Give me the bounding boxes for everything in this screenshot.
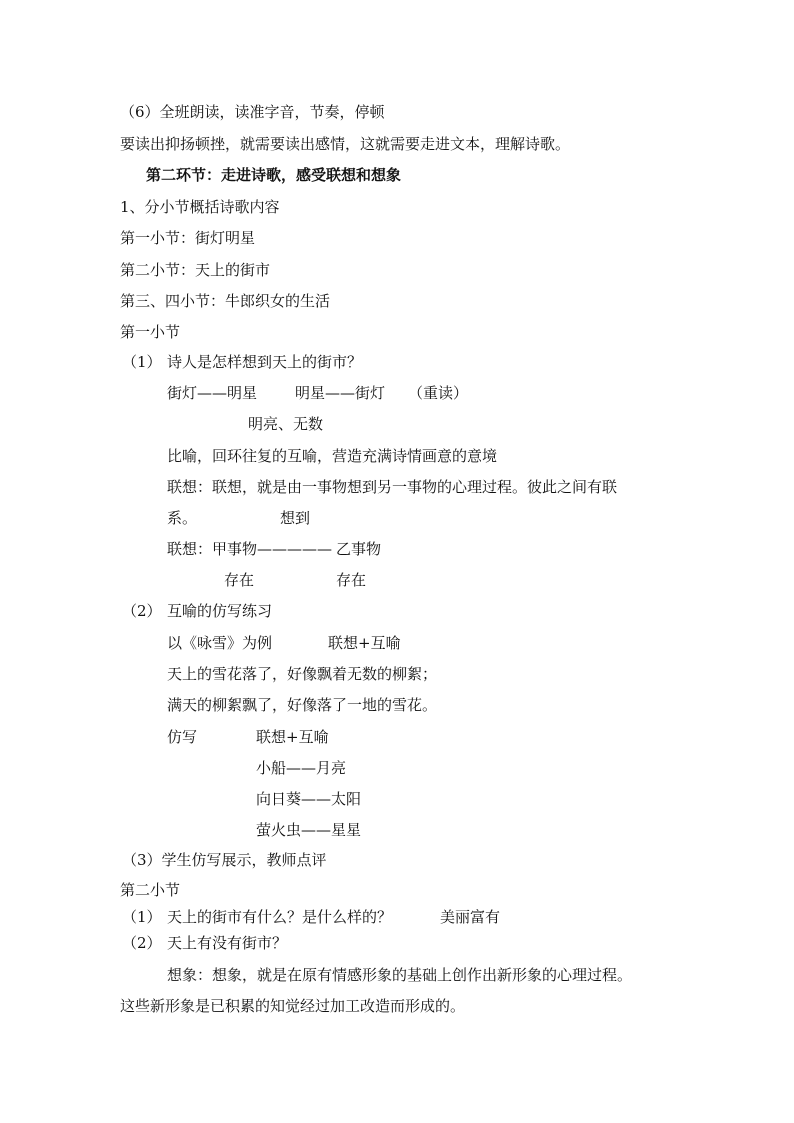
stanza-one-heading: 第一小节 [120, 323, 181, 341]
imitation-label: 仿写 [167, 728, 198, 746]
pair-firefly-star: 萤火虫——星星 [256, 821, 362, 839]
imagination-definition: 想象：想象，就是在原有情感形象的基础上创作出新形象的心理过程。 [167, 966, 633, 984]
association-mutual-metaphor: 联想+互喻 [328, 634, 401, 652]
willow-snow-line: 满天的柳絮飘了，好像落了一地的雪花。 [167, 696, 438, 714]
exists-label-a: 存在 [224, 571, 255, 589]
pair-boat-moon: 小船——月亮 [256, 759, 347, 777]
stanza-two-question-2-number: （2） [122, 934, 162, 952]
question-2-text: 互喻的仿写练习 [167, 602, 273, 620]
question-2-number: （2） [122, 602, 162, 620]
stanza-two-question-1-number: （1） [122, 908, 162, 926]
section-heading-second-stage: 第二环节：走进诗歌，感受联想和想象 [146, 166, 402, 184]
reading-emotion-note: 要读出抑扬顿挫，就需要读出感情，这就需要走进文本，理解诗歌。 [120, 135, 571, 153]
question-1-text: 诗人是怎样想到天上的街市？ [167, 353, 363, 371]
step-6-full-class-reading: （6）全班朗读，读准字音，节奏，停顿 [120, 103, 385, 121]
bright-countless: 明亮、无数 [248, 415, 324, 433]
snow-willow-line: 天上的雪花落了，好像飘着无数的柳絮； [167, 665, 438, 683]
stanza-two-question-1-text: 天上的街市有什么？是什么样的？ [167, 908, 393, 926]
stanza-three-four-summary: 第三、四小节：牛郎织女的生活 [120, 292, 331, 310]
metaphor-note: 比喻，回环往复的互喻，营造充满诗情画意的意境 [167, 447, 498, 465]
stanza-two-summary: 第二小节：天上的街市 [120, 261, 271, 279]
pair-star-streetlight: 明星——街灯 [295, 384, 386, 402]
exists-label-b: 存在 [336, 571, 367, 589]
example-yong-xue: 以《咏雪》为例 [167, 634, 273, 652]
think-of-label: 想到 [280, 509, 311, 527]
association-thing-b: 乙事物 [336, 540, 382, 558]
stanza-one-summary: 第一小节：街灯明星 [120, 229, 256, 247]
step-3-student-showcase: （3）学生仿写展示，教师点评 [122, 851, 327, 869]
pair-sunflower-sun: 向日葵——太阳 [256, 790, 362, 808]
association-thing-a: 联想：甲事物————— [167, 540, 333, 558]
pair-streetlight-star: 街灯——明星 [167, 384, 258, 402]
imitation-method: 联想+互喻 [256, 728, 329, 746]
reread-note: （重读） [408, 384, 469, 402]
item-summarize-stanzas: 1、分小节概括诗歌内容 [120, 198, 280, 216]
beautiful-rich-answer: 美丽富有 [440, 908, 501, 926]
question-1-number: （1） [122, 353, 162, 371]
stanza-two-heading: 第二小节 [120, 881, 181, 899]
association-definition: 联想：联想，就是由一事物想到另一事物的心理过程。彼此之间有联 [167, 478, 618, 496]
stanza-two-question-2-text: 天上有没有街市？ [167, 934, 288, 952]
imagination-definition-cont: 这些新形象是已积累的知觉经过加工改造而形成的。 [120, 997, 466, 1015]
association-definition-cont: 系。 [167, 509, 198, 527]
